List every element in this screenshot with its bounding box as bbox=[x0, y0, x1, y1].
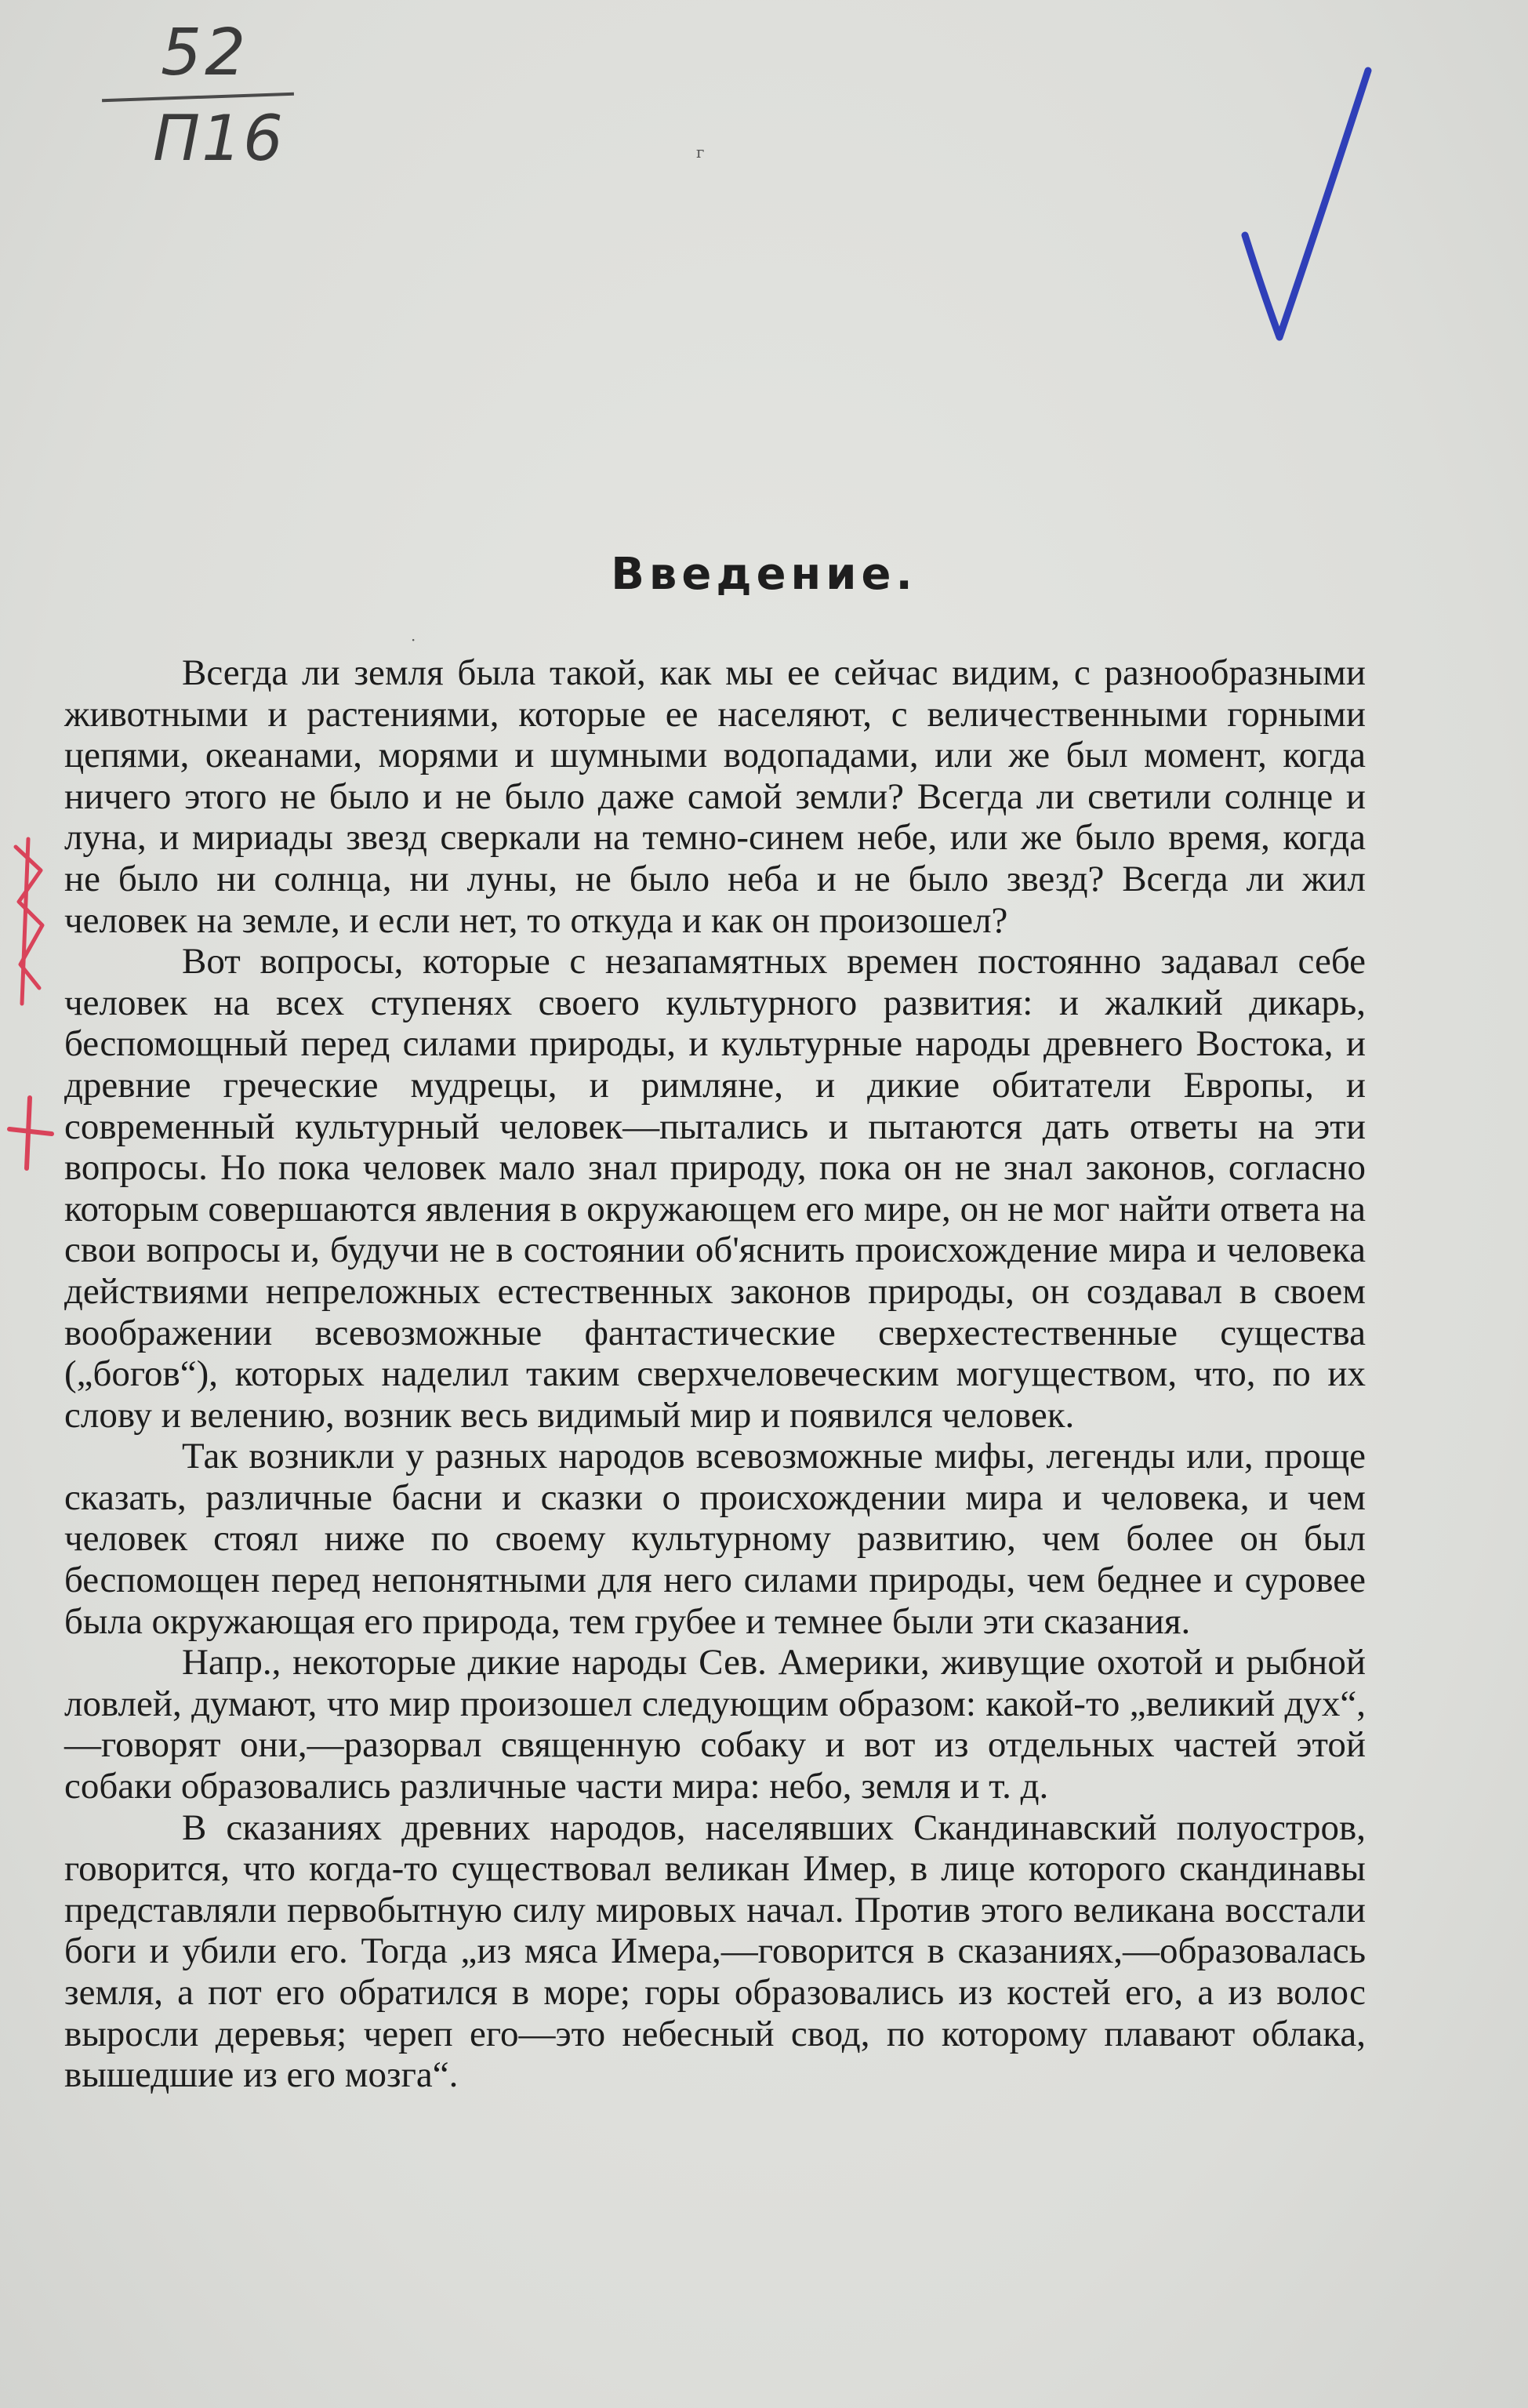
handwritten-shelf-mark bbox=[102, 16, 306, 180]
paragraph-4: Напр., некоторые дикие народы Сев. Америки, живущие охотой и рыбной ловлей, думают, что мир произошел следующим образом: какой-то „великий дух“,—говорят они,—разорвал священную собаку и вот из отдельных частей этой собаки образовались различные части мира: небо, земля и т. д. bbox=[64, 1642, 1366, 1807]
blue-pencil-checkmark-icon bbox=[1231, 55, 1388, 353]
page-title: Введение. bbox=[611, 549, 917, 600]
stray-print-mark: г bbox=[696, 143, 705, 162]
paragraph-1: Всегда ли земля была такой, как мы ее сейчас видим, с разнообразными животными и растениями, которые ее населяют, с величественными горными цепями, океанами, морями и шумными водопадами, или же был момент, когда ничего этого не было и не было даже самой земли? Всегда ли светили солнце и луна, и мириады звезд сверкали на темно-синем небе, или же было время, когда не было ни солнца, ни луны, не было неба и не было звезд? Всегда ли жил человек на земле, и если нет, то откуда и как он произошел? bbox=[64, 652, 1366, 941]
shelf-mark-divider bbox=[102, 93, 294, 103]
paragraph-5: В сказаниях древних народов, населявших Скандинавский полуостров, говорится, что когда-то существовал великан Имер, в лице которого скандинавы представляли первобытную силу мировых начал. Против этого великана восстали боги и убили его. Тогда „из мяса Имера,—говорится в сказаниях,—образовалась земля, а пот его обратился в море; горы образовались из костей его, а из волос выросли деревья; череп его—это небесный свод, по которому плавают облака, вышедшие из его мозга“. bbox=[64, 1807, 1366, 2096]
red-pencil-margin-note bbox=[6, 815, 61, 1176]
paragraph-2: Вот вопросы, которые с незапамятных времен постоянно задавал себе человек на всех ступенях своего культурного развития: и жалкий дикарь, беспомощный перед силами природы, и культурные народы древнего Востока, и древние греческие мудрецы, и римляне, и дикие обитатели Европы, и современный культурный человек—пытались и пытаются дать ответы на эти вопросы. Но пока человек мало знал природу, пока он не знал законов, согласно которым совершаются явления в окружающем его мире, он не мог найти ответа на свои вопросы и, будучи не в состоянии об'яснить происхождение мира и человека действиями непреложных естественных законов природы, он создавал в своем воображении всевозможные фантастические сверхестественные существа („богов“), которых наделил таким сверхчеловеческим могуществом, что, по их слову и велению, возник весь видимый мир и появился человек. bbox=[64, 941, 1366, 1436]
shelf-mark-number: 52 bbox=[161, 16, 249, 90]
shelf-mark-code: П16 bbox=[153, 102, 285, 175]
paragraph-3: Так возникли у разных народов всевозможные мифы, легенды или, проще сказать, различные басни и сказки о происхождении мира и человека, и чем человек стоял ниже по своему культурному развитию, чем более он был беспомощен перед непонятными для него силами природы, чем беднее и суровее была окружающая его природа, тем грубее и темнее были эти сказания. bbox=[64, 1436, 1366, 1642]
stray-print-mark: · bbox=[411, 630, 416, 649]
document-body bbox=[64, 652, 1366, 2096]
